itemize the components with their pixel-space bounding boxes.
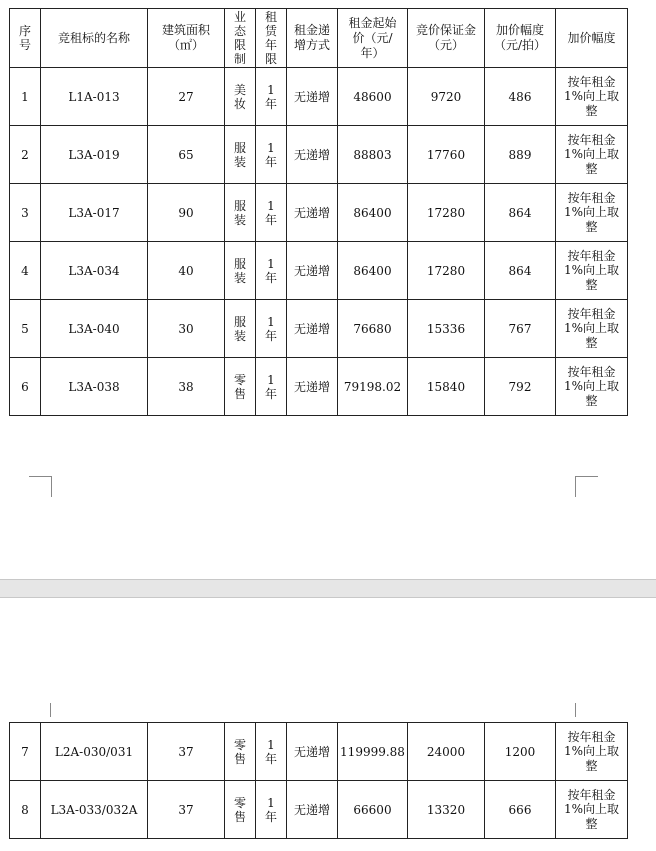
table-row [10, 184, 628, 242]
cell-step: 864 [485, 184, 556, 242]
cell-deposit: 24000 [408, 723, 485, 781]
header-term: 租赁年限 [256, 9, 287, 68]
header-use: 业态限制 [225, 9, 256, 68]
page-margin-mark [575, 703, 576, 717]
header-step-rule: 加价幅度 [556, 9, 628, 68]
cell-start-price: 88803 [338, 126, 408, 184]
cell-step-rule: 按年租金1%向上取整 [556, 358, 628, 416]
cell-term: 1 年 [256, 242, 287, 300]
cell-name: L1A-013 [41, 68, 148, 126]
cell-step: 864 [485, 242, 556, 300]
cell-method: 无递增 [287, 358, 338, 416]
cell-step: 1200 [485, 723, 556, 781]
header-no: 序号 [10, 9, 41, 68]
cell-term: 1 年 [256, 126, 287, 184]
table-row [10, 358, 628, 416]
cell-no: 1 [10, 68, 41, 126]
cell-method: 无递增 [287, 242, 338, 300]
cell-name: L3A-038 [41, 358, 148, 416]
cell-term: 1 年 [256, 723, 287, 781]
cell-start-price: 86400 [338, 242, 408, 300]
cell-use: 零售 [225, 781, 256, 839]
cell-no: 5 [10, 300, 41, 358]
cell-start-price: 76680 [338, 300, 408, 358]
table-row [10, 68, 628, 126]
cell-area: 27 [148, 68, 225, 126]
cell-step: 666 [485, 781, 556, 839]
header-area: 建筑面积（㎡） [148, 9, 225, 68]
cell-step-rule: 按年租金1%向上取整 [556, 781, 628, 839]
cell-area: 37 [148, 781, 225, 839]
table-header-row [10, 9, 628, 68]
cell-no: 2 [10, 126, 41, 184]
cell-no: 4 [10, 242, 41, 300]
cell-deposit: 17280 [408, 242, 485, 300]
cell-use: 服装 [225, 300, 256, 358]
bid-table-page-1 [9, 8, 628, 416]
page-margin-mark [50, 703, 51, 717]
cell-deposit: 17280 [408, 184, 485, 242]
cell-name: L3A-033/032A [41, 781, 148, 839]
cell-deposit: 9720 [408, 68, 485, 126]
header-method: 租金递增方式 [287, 9, 338, 68]
cell-deposit: 15336 [408, 300, 485, 358]
table-row [10, 242, 628, 300]
cell-term: 1 年 [256, 300, 287, 358]
cell-name: L3A-017 [41, 184, 148, 242]
cell-area: 90 [148, 184, 225, 242]
cell-step-rule: 按年租金1%向上取整 [556, 126, 628, 184]
cell-area: 38 [148, 358, 225, 416]
cell-step: 767 [485, 300, 556, 358]
cell-use: 服装 [225, 184, 256, 242]
cell-no: 8 [10, 781, 41, 839]
cell-area: 40 [148, 242, 225, 300]
page-margin-mark [29, 476, 52, 497]
cell-deposit: 15840 [408, 358, 485, 416]
header-name: 竞租标的名称 [41, 9, 148, 68]
table-row [10, 781, 628, 839]
page-margin-mark [575, 476, 598, 497]
cell-term: 1 年 [256, 68, 287, 126]
cell-step-rule: 按年租金1%向上取整 [556, 723, 628, 781]
cell-use: 零售 [225, 723, 256, 781]
cell-name: L3A-040 [41, 300, 148, 358]
cell-step-rule: 按年租金1%向上取整 [556, 242, 628, 300]
cell-start-price: 48600 [338, 68, 408, 126]
table-row [10, 723, 628, 781]
cell-area: 37 [148, 723, 225, 781]
cell-method: 无递增 [287, 126, 338, 184]
cell-start-price: 86400 [338, 184, 408, 242]
cell-step-rule: 按年租金1%向上取整 [556, 68, 628, 126]
cell-step: 486 [485, 68, 556, 126]
cell-term: 1 年 [256, 358, 287, 416]
table-row [10, 126, 628, 184]
cell-name: L2A-030/031 [41, 723, 148, 781]
header-start-price: 租金起始价（元/年） [338, 9, 408, 68]
cell-method: 无递增 [287, 781, 338, 839]
cell-start-price: 119999.88 [338, 723, 408, 781]
bid-table-page-2 [9, 722, 628, 839]
cell-area: 65 [148, 126, 225, 184]
cell-step-rule: 按年租金1%向上取整 [556, 300, 628, 358]
cell-method: 无递增 [287, 184, 338, 242]
cell-method: 无递增 [287, 723, 338, 781]
cell-name: L3A-019 [41, 126, 148, 184]
cell-method: 无递增 [287, 68, 338, 126]
cell-use: 服装 [225, 126, 256, 184]
cell-no: 6 [10, 358, 41, 416]
cell-use: 美妆 [225, 68, 256, 126]
cell-deposit: 13320 [408, 781, 485, 839]
cell-no: 7 [10, 723, 41, 781]
table-row [10, 300, 628, 358]
cell-area: 30 [148, 300, 225, 358]
header-deposit: 竞价保证金（元） [408, 9, 485, 68]
cell-term: 1 年 [256, 184, 287, 242]
cell-deposit: 17760 [408, 126, 485, 184]
cell-method: 无递增 [287, 300, 338, 358]
cell-start-price: 79198.02 [338, 358, 408, 416]
cell-no: 3 [10, 184, 41, 242]
cell-term: 1 年 [256, 781, 287, 839]
cell-use: 零售 [225, 358, 256, 416]
header-step: 加价幅度（元/拍） [485, 9, 556, 68]
cell-start-price: 66600 [338, 781, 408, 839]
cell-step: 889 [485, 126, 556, 184]
cell-step: 792 [485, 358, 556, 416]
cell-use: 服装 [225, 242, 256, 300]
cell-name: L3A-034 [41, 242, 148, 300]
cell-step-rule: 按年租金1%向上取整 [556, 184, 628, 242]
page-break-gap [0, 579, 656, 598]
